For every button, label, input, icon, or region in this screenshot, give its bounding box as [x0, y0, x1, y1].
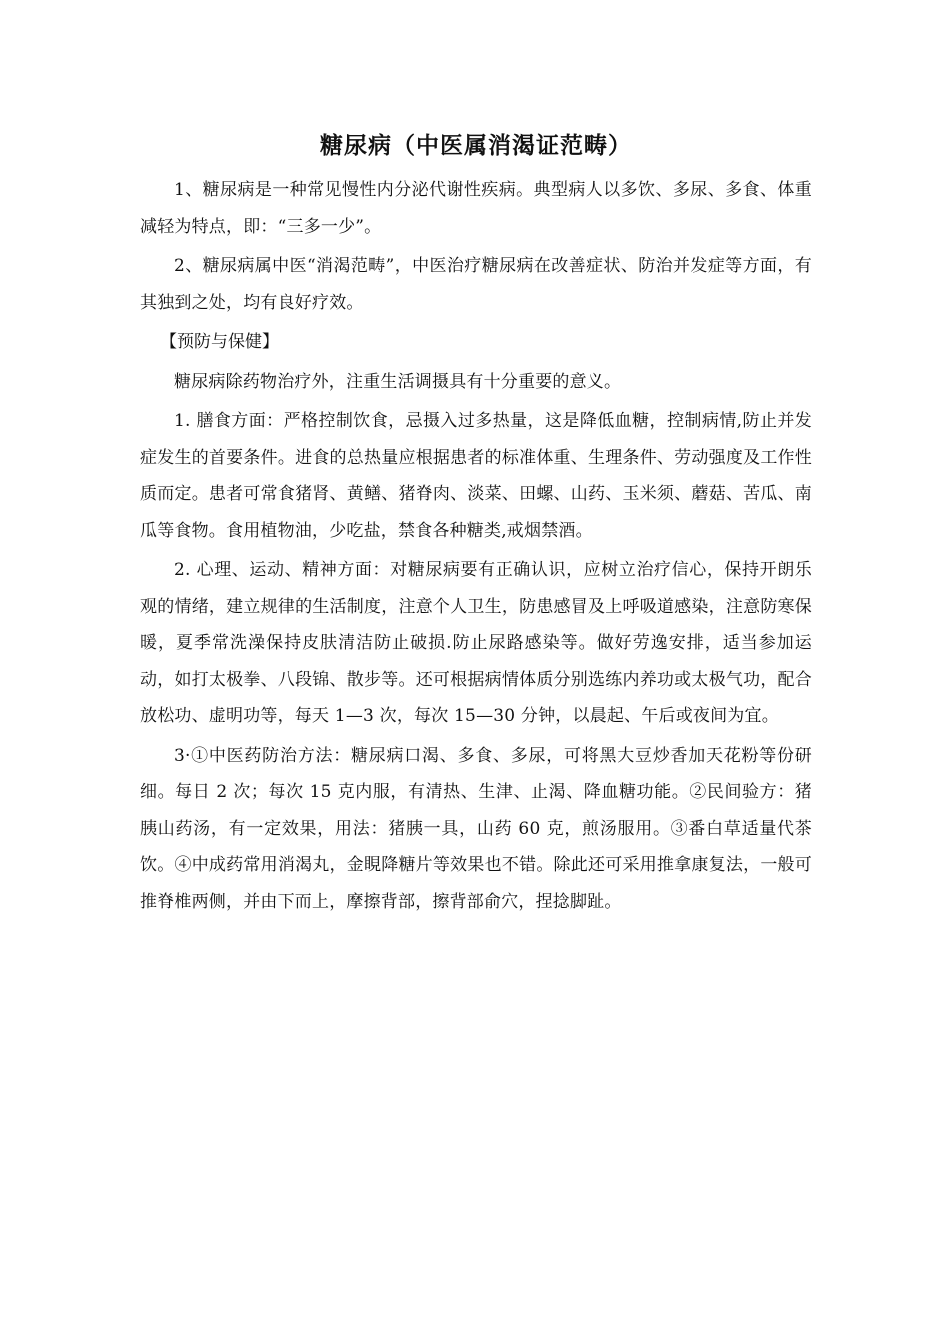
document-title: 糖尿病（中医属消渴证范畴）: [320, 133, 632, 159]
diet-paragraph: 1. 膳食方面：严格控制饮食，忌摄入过多热量，这是降低血糖，控制病情,防止并发症发生的首要条件。进食的总热量应根据患者的标准体重、生理条件、劳动强度及工作性质而定。患者可常食猪肾、黄鳝、猪脊肉、淡菜、田螺、山药、玉米须、蘑菇、苦瓜、南瓜等食物。食用植物油，少吃盐，禁食各种糖类,戒烟禁酒。: [140, 411, 812, 541]
tcm-treatment-paragraph: 3·①中医药防治方法：糖尿病口渴、多食、多尿，可将黑大豆炒香加天花粉等份研细。每日 2 次；每次 15 克内服，有清热、生津、止渴、降血糖功能。②民间验方：猪胰山药汤，有一定效果，用法：猪胰一具，山药 60 克，煎汤服用。③番白草适量代茶饮。④中成药常用消渴丸，金睍降糖片等效果也不错。除此还可采用推拿康复法，一般可推脊椎两侧，并由下而上，摩擦背部，擦背部俞穴，捏捻脚趾。: [140, 745, 812, 912]
section-heading: 【预防与保健】: [160, 332, 279, 352]
intro-paragraph-2: 2、糖尿病属中医“消渴范畴”，中医治疗糖尿病在改善症状、防治并发症等方面，有其独到之处，均有良好疗效。: [140, 256, 812, 313]
document-page: [140, 124, 812, 923]
lifestyle-paragraph: 2. 心理、运动、精神方面：对糖尿病要有正确认识，应树立治疗信心，保持开朗乐观的情绪，建立规律的生活制度，注意个人卫生，防患感冒及上呼吸道感染，注意防寒保暖，夏季常洗澡保持皮肤清洁防止破损.防止尿路感染等。做好劳逸安排，适当参加运动，如打太极拳、八段锦、散步等。还可根据病情体质分别选练内养功或太极气功，配合放松功、虚明功等，每天 1—3 次，每次 15—30 分钟，以晨起、午后或夜间为宜。: [140, 560, 812, 726]
section-intro-paragraph: 糖尿病除药物治疗外，注重生活调摄具有十分重要的意义。: [174, 371, 622, 392]
intro-paragraph-1: 1、糖尿病是一种常见慢性内分泌代谢性疾病。典型病人以多饮、多尿、多食、体重减轻为特点，即：“三多一少”。: [140, 180, 812, 237]
